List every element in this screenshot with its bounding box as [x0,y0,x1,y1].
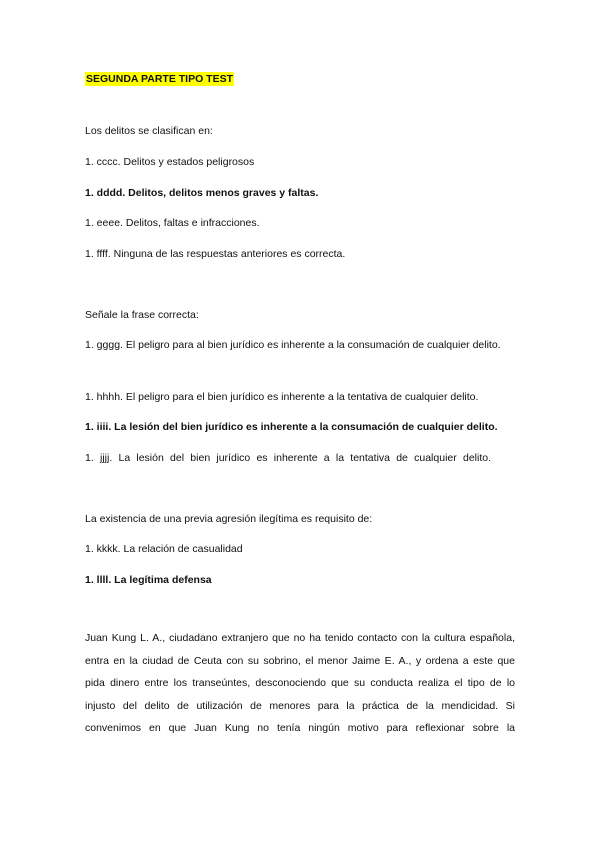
question-1-option-b-correct: 1. dddd. Delitos, delitos menos graves y faltas. [85,187,319,199]
question-3-prompt: La existencia de una previa agresión ilegítima es requisito de: [85,513,373,525]
question-1-option-d: 1. ffff. Ninguna de las respuestas anteriores es correcta. [85,248,346,260]
question-1-prompt: Los delitos se clasifican en: [85,125,213,137]
question-2-option-b: 1. hhhh. El peligro para el bien jurídico es inherente a la tentativa de cualquier delito. [85,391,479,403]
question-2-option-c-correct: 1. iiii. La lesión del bien jurídico es inherente a la consumación de cualquier delito. [85,421,498,433]
case-line: entra en la ciudad de Ceuta con su sobrino, el menor Jaime E. A., y ordena a este que [85,654,515,667]
highlighted-heading: SEGUNDA PARTE TIPO TEST [86,73,234,85]
question-2-prompt: Señale la frase correcta: [85,309,199,321]
section-heading [85,70,234,86]
case-line: convenimos en que Juan Kung no tenía ningún motivo para reflexionar sobre la [85,722,515,734]
question-1-option-a: 1. cccc. Delitos y estados peligrosos [85,156,255,168]
case-line: injusto del delito de utilización de menores para la práctica de la mendicidad. Si [85,699,515,712]
question-2-option-a: 1. gggg. El peligro para al bien jurídico es inherente a la consumación de cualquier delito. [85,339,501,351]
question-1-option-c: 1. eeee. Delitos, faltas e infracciones. [85,217,260,229]
case-paragraph [85,627,515,740]
case-line: pida dinero entre los transeúntes, desconociendo que su conducta realiza el tipo de lo [85,677,515,689]
case-line: Juan Kung L. A., ciudadano extranjero que no ha tenido contacto con la cultura española, [85,632,515,644]
question-3-option-b-correct: 1. llll. La legítima defensa [85,574,212,586]
question-3-option-a: 1. kkkk. La relación de casualidad [85,543,243,555]
question-2-option-d: 1. jjjj. La lesión del bien jurídico es inherente a la tentativa de cualquier delito. [85,452,491,464]
